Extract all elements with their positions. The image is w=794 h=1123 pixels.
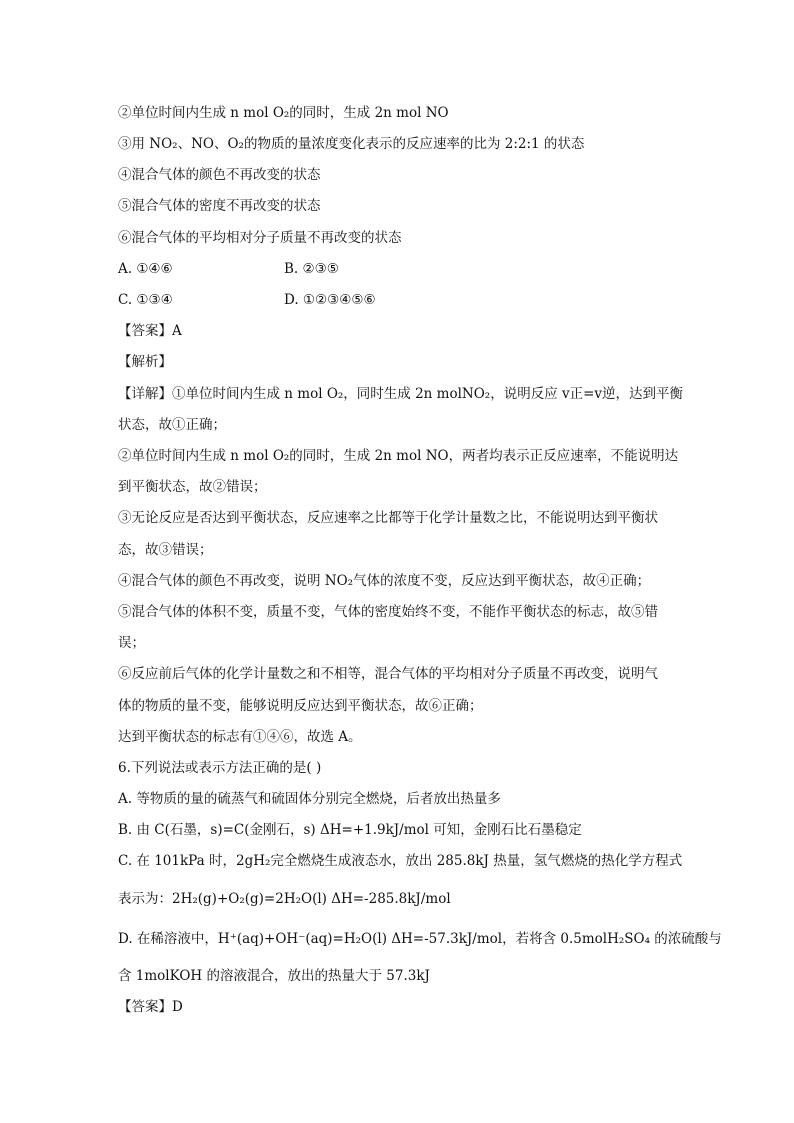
question-6-option-d-line1: D. 在稀溶液中，H⁺(aq)+OH⁻(aq)=H₂O(l) ΔH=-57.3kJ/mol，若将含 0.5molH₂SO₄ 的浓硫酸与 — [118, 931, 722, 947]
statement-2: ②单位时间内生成 n mol O₂的同时，生成 2n mol NO — [118, 105, 449, 121]
detail-1a: 【详解】①单位时间内生成 n mol O₂，同时生成 2n molNO₂，说明反应 v正=v逆，达到平衡 — [118, 386, 684, 402]
detail-1b: 状态，故①正确； — [118, 417, 226, 433]
statement-3: ③用 NO₂、NO、O₂的物质的量浓度变化表示的反应速率的比为 2:2:1 的状态 — [118, 136, 585, 152]
option-d: D. ①②③④⑤⑥ — [284, 292, 376, 308]
question-6-option-b: B. 由 C(石墨，s)=C(金刚石，s) ΔH=+1.9kJ/mol 可知，金刚石比石墨稳定 — [118, 822, 582, 838]
detail-2b: 到平衡状态，故②错误； — [118, 479, 267, 495]
option-b: B. ②③⑤ — [284, 261, 339, 277]
question-6: 6.下列说法或表示方法正确的是( ) — [118, 760, 322, 776]
question-6-option-d-line2: 含 1molKOH 的溶液混合，放出的热量大于 57.3kJ — [118, 968, 430, 984]
detail-3b: 态，故③错误； — [118, 542, 213, 558]
conclusion: 达到平衡状态的标志有①④⑥，故选 A。 — [118, 729, 362, 745]
question-6-option-c-line2: 表示为：2H₂(g)+O₂(g)=2H₂O(l) ΔH=-285.8kJ/mol — [118, 891, 451, 907]
answer-2: 【答案】D — [118, 999, 183, 1015]
detail-4: ④混合气体的颜色不再改变，说明 NO₂气体的浓度不变，反应达到平衡状态，故④正确； — [118, 573, 651, 589]
detail-5a: ⑤混合气体的体积不变，质量不变，气体的密度始终不变，不能作平衡状态的标志，故⑤错 — [118, 604, 658, 620]
answer-1: 【答案】A — [118, 323, 182, 339]
statement-5: ⑤混合气体的密度不再改变的状态 — [118, 198, 321, 214]
detail-3a: ③无论反应是否达到平衡状态，反应速率之比都等于化学计量数之比，不能说明达到平衡状 — [118, 510, 658, 526]
detail-6a: ⑥反应前后气体的化学计量数之和不相等，混合气体的平均相对分子质量不再改变，说明气 — [118, 666, 658, 682]
question-6-option-c-line1: C. 在 101kPa 时，2gH₂完全燃烧生成液态水，放出 285.8kJ 热量，氢气燃烧的热化学方程式 — [118, 853, 683, 869]
detail-6b: 体的物质的量不变，能够说明反应达到平衡状态，故⑥正确； — [118, 698, 483, 714]
option-a: A. ①④⑥ — [118, 261, 173, 277]
statement-6: ⑥混合气体的平均相对分子质量不再改变的状态 — [118, 230, 402, 246]
option-c: C. ①③④ — [118, 292, 173, 308]
detail-2a: ②单位时间内生成 n mol O₂的同时，生成 2n mol NO，两者均表示正反应速率，不能说明达 — [118, 448, 679, 464]
detail-5b: 误； — [118, 635, 145, 651]
statement-4: ④混合气体的颜色不再改变的状态 — [118, 167, 321, 183]
question-6-option-a: A. 等物质的量的硫蒸气和硫固体分别完全燃烧，后者放出热量多 — [118, 791, 501, 807]
analysis-heading: 【解析】 — [118, 354, 172, 370]
